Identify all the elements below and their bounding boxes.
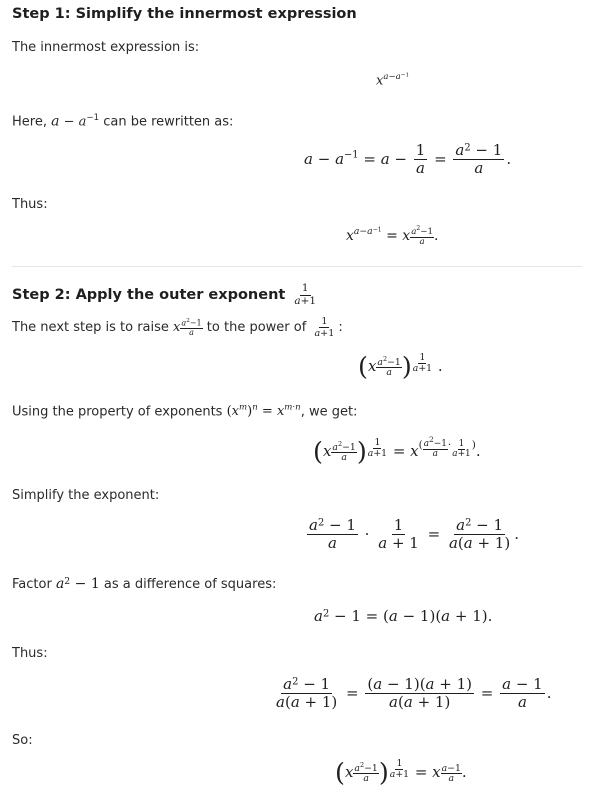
innermost-expression: $x^{a-a^{-1}}$ (376, 72, 410, 89)
section-divider (12, 266, 582, 267)
rewrite-sentence: Here, $a - a^{-1}$ can be rewritten as: (12, 113, 234, 130)
step2-heading-text: Step 2: Apply the outer exponent (12, 286, 286, 303)
simplify-text: Simplify the exponent: (12, 488, 160, 503)
property-sentence: Using the property of exponents $(x^m)^n = x^{m\cdot n}$, we get: (12, 403, 358, 420)
here-suffix: can be rewritten as: (103, 114, 234, 130)
here-prefix: Here, (12, 114, 47, 130)
step1-heading: Step 1: Simplify the innermost expression (12, 6, 357, 22)
factor-prefix: Factor (12, 577, 52, 593)
raise-middle: to the power of (206, 320, 307, 336)
factor-sentence: Factor $a^2 - 1$ as a difference of squares: (12, 576, 277, 593)
so-text: So: (12, 733, 33, 748)
step1-thus-text: Thus: (12, 197, 48, 212)
property-prefix: Using the property of exponents (12, 404, 223, 420)
factor-equation: $a^2 - 1 = (a - 1)(a + 1)$. (314, 607, 493, 625)
simplify-equation: $\frac{a^2 - 1}{a}$ · $\frac{1}{a + 1}$ = $\frac{a^2 - 1}{a(a + 1)}$ . (309, 516, 519, 553)
factor-suffix: as a difference of squares: (103, 577, 277, 593)
cancel-equation: $\frac{a^2 - 1}{a(a + 1)}$ = $\frac{(a - 1)(a + 1)}{a(a + 1)}$ = $\frac{a - 1}{a}$ . (276, 675, 552, 712)
property-suffix: , we get: (300, 404, 358, 420)
property-equation: (x $\frac{a^2-1}{a}$ ) $\frac{1}{a+1}$ = $x^{( \frac{a^2-1}{a} \cdot \frac{1}{a+1} )}$. (313, 435, 481, 467)
raise-sentence: The next step is to raise x $\frac{a^2-1}{a}$ to the power of $\frac{1}{a+1}$ : (12, 316, 343, 340)
inline-expr-a-minus-ainv: a (51, 113, 60, 130)
step1-intro-text: The innermost expression is: (12, 40, 200, 55)
raised-expression: (x $\frac{a^2-1}{a}$ ) $\frac{1}{a+1}$ . (358, 352, 443, 382)
step1-result-equation: $x^{a-a^{-1}} = x$ $\frac{a^2-1}{a}$ . (346, 225, 439, 247)
raise-prefix: The next step is to raise (12, 320, 169, 336)
step2-heading: Step 2: Apply the outer exponent $\frac{1}{a+1}$ (12, 282, 316, 307)
rewrite-equation: $a - a^{-1} = a$ − $\frac{1}{a}$ = $\frac{a^2 - 1}{a}$ . (304, 141, 512, 178)
step2-thus-text: Thus: (12, 646, 48, 661)
final-equation: (x $\frac{a^2-1}{a}$ ) $\frac{1}{a+1}$ = x $\frac{a-1}{a}$ . (335, 758, 467, 788)
